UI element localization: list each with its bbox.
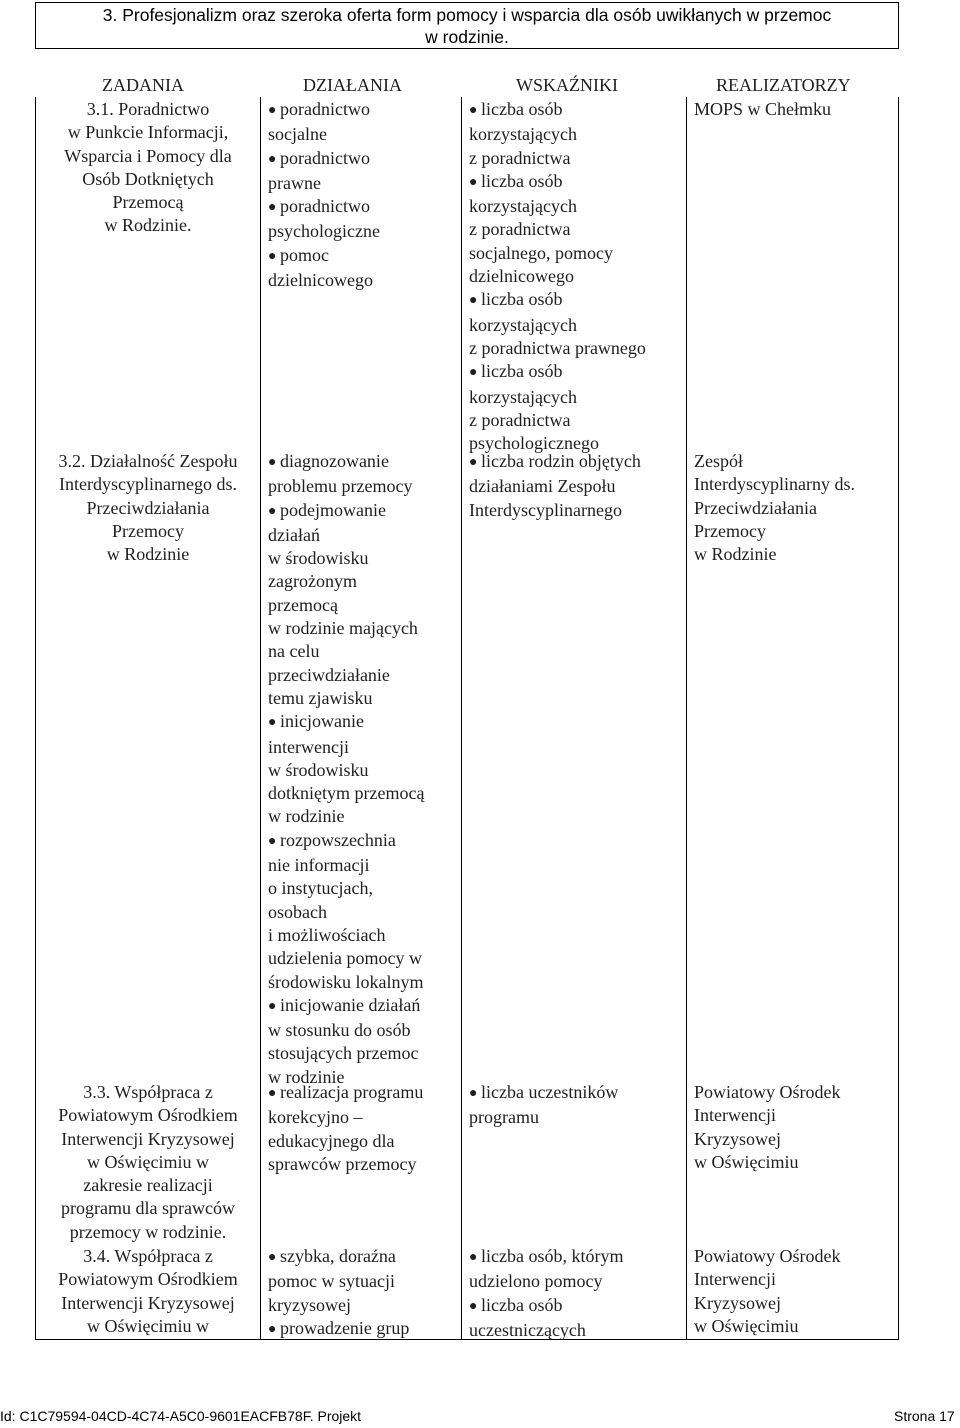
cell-line: i możliwościach <box>268 924 386 945</box>
cell-line: programu dla sprawców <box>61 1198 235 1219</box>
bullet-item: ● pomoc <box>268 244 458 269</box>
cell-line: w rodzinie <box>268 1066 345 1087</box>
cell-zadanie <box>36 1245 260 1338</box>
footer-page-number: Strona 17 <box>894 1408 955 1424</box>
cell-line: udzielenia pomocy w <box>268 948 422 969</box>
cell-line: Powiatowym Ośrodkiem <box>58 1269 238 1290</box>
section-title-line2: w rodzinie. <box>425 27 509 47</box>
cell-line: dotkniętym przemocą <box>268 783 425 804</box>
cell-line: w środowisku <box>268 759 369 780</box>
bullet-item: ● realizacja programu <box>268 1081 458 1106</box>
cell-line: korzystających <box>469 386 577 407</box>
cell-line: w Rodzinie <box>106 544 190 565</box>
cell-line: Interdyscyplinarnego <box>469 499 622 520</box>
section-title-box <box>35 2 899 49</box>
cell-line: zagrożonym <box>268 571 357 592</box>
bullet-item: ● poradnictwo <box>268 98 458 123</box>
cell-realizatorzy <box>694 1081 898 1174</box>
bullet-item: ● liczba osób <box>469 98 684 123</box>
bullet-item: ● prowadzenie grup <box>268 1317 458 1342</box>
bullet-item: ● inicjowanie <box>268 710 458 735</box>
cell-line: korekcyjno – <box>268 1107 363 1128</box>
cell-line: kryzysowej <box>268 1294 351 1315</box>
cell-line: problemu przemocy <box>268 476 413 497</box>
cell-line: udzielono pomocy <box>469 1271 603 1292</box>
bullet-item: ● liczba osób <box>469 360 684 385</box>
column-divider <box>461 97 462 1340</box>
cell-dzialania <box>268 1081 458 1176</box>
cell-line: Powiatowy Ośrodek <box>694 1082 841 1102</box>
cell-line: przemocą <box>268 594 338 615</box>
cell-line: Interwencji Kryzysowej <box>61 1128 235 1149</box>
bullet-item: ● rozpowszechnia <box>268 829 458 854</box>
cell-line: w Oświęcimiu <box>694 1315 799 1336</box>
bullet-item: ● inicjowanie działań <box>268 994 458 1019</box>
cell-line: dzielnicowego <box>268 270 373 291</box>
cell-line: Powiatowym Ośrodkiem <box>58 1105 238 1126</box>
cell-line: edukacyjnego dla <box>268 1130 395 1151</box>
cell-line: Przemocy <box>694 520 766 541</box>
cell-line: korzystających <box>469 314 577 335</box>
cell-line: w Oświęcimiu w <box>87 1151 209 1172</box>
cell-line: Przemocy <box>112 520 184 541</box>
column-divider <box>260 97 261 1340</box>
cell-line: zakresie realizacji <box>83 1175 213 1196</box>
cell-line: Wsparcia i Pomocy dla <box>64 145 232 166</box>
cell-line: stosujących przemoc <box>268 1043 419 1064</box>
cell-line: Interwencji Kryzysowej <box>61 1292 235 1313</box>
bullet-item: ● diagnozowanie <box>268 450 458 475</box>
bullet-item: ● poradnictwo <box>268 147 458 172</box>
header-dzialania: DZIAŁANIA <box>303 75 402 95</box>
cell-line: Przeciwdziałania <box>86 497 210 518</box>
cell-line: o instytucjach, <box>268 878 373 899</box>
cell-realizatorzy <box>694 450 898 566</box>
section-title-line1: 3. Profesjonalizm oraz szeroka oferta form pomocy i wsparcia dla osób uwikłanych w przemoc <box>102 5 832 25</box>
cell-line: Kryzysowej <box>694 1292 781 1313</box>
cell-dzialania <box>268 1245 458 1342</box>
bullet-item: ● podejmowanie <box>268 499 458 524</box>
cell-line: działań <box>268 524 320 545</box>
cell-zadanie <box>36 1081 260 1244</box>
cell-line: korzystających <box>469 196 577 217</box>
cell-line: przeciwdziałanie <box>268 664 390 685</box>
cell-line: socjalnego, pomocy <box>469 242 613 263</box>
cell-line: działaniami Zespołu <box>469 476 616 497</box>
cell-line: przemocy w rodzinie. <box>69 1221 227 1242</box>
cell-line: w rodzinie mających <box>268 618 418 639</box>
cell-line: psychologicznego <box>469 433 599 454</box>
cell-line: z poradnictwa <box>469 147 571 168</box>
cell-line: prawne <box>268 172 321 193</box>
cell-line: środowisku lokalnym <box>268 971 424 992</box>
cell-wskazniki <box>469 98 684 455</box>
cell-wskazniki <box>469 1081 684 1130</box>
bullet-item: ● szybka, doraźna <box>268 1245 458 1270</box>
cell-line: w stosunku do osób <box>268 1020 411 1041</box>
header-wskazniki: WSKAŹNIKI <box>516 75 618 95</box>
header-realizatorzy: REALIZATORZY <box>716 75 851 95</box>
cell-line: w rodzinie <box>268 806 345 827</box>
cell-line: socjalne <box>268 124 327 145</box>
cell-line: Zespół <box>694 451 743 471</box>
cell-line: temu zjawisku <box>268 687 373 708</box>
cell-line: Interdyscyplinarny ds. <box>694 474 855 495</box>
header-zadania: ZADANIA <box>102 75 184 95</box>
cell-line: nie informacji <box>268 855 370 876</box>
cell-line: 3.2. Działalność Zespołu <box>58 451 238 471</box>
cell-line: osobach <box>268 901 327 922</box>
cell-line: Przeciwdziałania <box>694 497 817 518</box>
cell-line: psychologiczne <box>268 221 380 242</box>
bullet-item: ● liczba uczestników <box>469 1081 684 1106</box>
cell-dzialania <box>268 98 458 292</box>
column-headers <box>0 75 960 99</box>
bullet-item: ● liczba osób <box>469 170 684 195</box>
cell-wskazniki <box>469 450 684 522</box>
cell-line: interwencji <box>268 736 349 757</box>
footer-id: Id: C1C79594-04CD-4C74-A5C0-9601EACFB78F. Projekt <box>0 1408 362 1424</box>
cell-line: MOPS w Chełmku <box>694 99 832 119</box>
cell-line: Interwencji <box>694 1105 776 1126</box>
bullet-item: ● liczba rodzin objętych <box>469 450 684 475</box>
cell-line: 3.4. Współpraca z <box>83 1246 213 1266</box>
cell-line: Interdyscyplinarnego ds. <box>59 474 237 495</box>
cell-line: w Oświęcimiu <box>694 1151 799 1172</box>
cell-dzialania <box>268 450 458 1089</box>
bullet-item: ● liczba osób <box>469 288 684 313</box>
cell-realizatorzy <box>694 1245 898 1338</box>
cell-line: w Rodzinie. <box>104 215 192 236</box>
bullet-item: ● poradnictwo <box>268 195 458 220</box>
cell-line: z poradnictwa prawnego <box>469 337 646 358</box>
cell-line: programu <box>469 1107 539 1128</box>
cell-line: z poradnictwa <box>469 409 571 430</box>
bullet-item: ● liczba osób <box>469 1294 684 1319</box>
cell-line: w Rodzinie <box>694 544 777 565</box>
cell-line: uczestniczących <box>469 1319 586 1340</box>
cell-line: dzielnicowego <box>469 266 574 287</box>
cell-line: w Punkcie Informacji, <box>67 122 229 143</box>
cell-zadanie <box>36 98 260 238</box>
cell-line: Interwencji <box>694 1269 776 1290</box>
cell-line: Kryzysowej <box>694 1128 781 1149</box>
cell-line: z poradnictwa <box>469 219 571 240</box>
cell-line: pomoc w sytuacji <box>268 1271 395 1292</box>
cell-wskazniki <box>469 1245 684 1342</box>
cell-line: sprawców przemocy <box>268 1153 417 1174</box>
cell-line: na celu <box>268 641 320 662</box>
column-divider <box>686 97 687 1340</box>
cell-line: w środowisku <box>268 548 369 569</box>
cell-line: w Oświęcimiu w <box>87 1315 209 1336</box>
bullet-item: ● liczba osób, którym <box>469 1245 684 1270</box>
cell-line: korzystających <box>469 124 577 145</box>
cell-line: Powiatowy Ośrodek <box>694 1246 841 1266</box>
cell-line: Przemocą <box>112 192 184 213</box>
cell-realizatorzy <box>694 98 898 121</box>
cell-zadanie <box>36 450 260 566</box>
cell-line: 3.3. Współpraca z <box>83 1082 213 1102</box>
cell-line: 3.1. Poradnictwo <box>86 99 210 119</box>
cell-line: Osób Dotkniętych <box>82 168 214 189</box>
